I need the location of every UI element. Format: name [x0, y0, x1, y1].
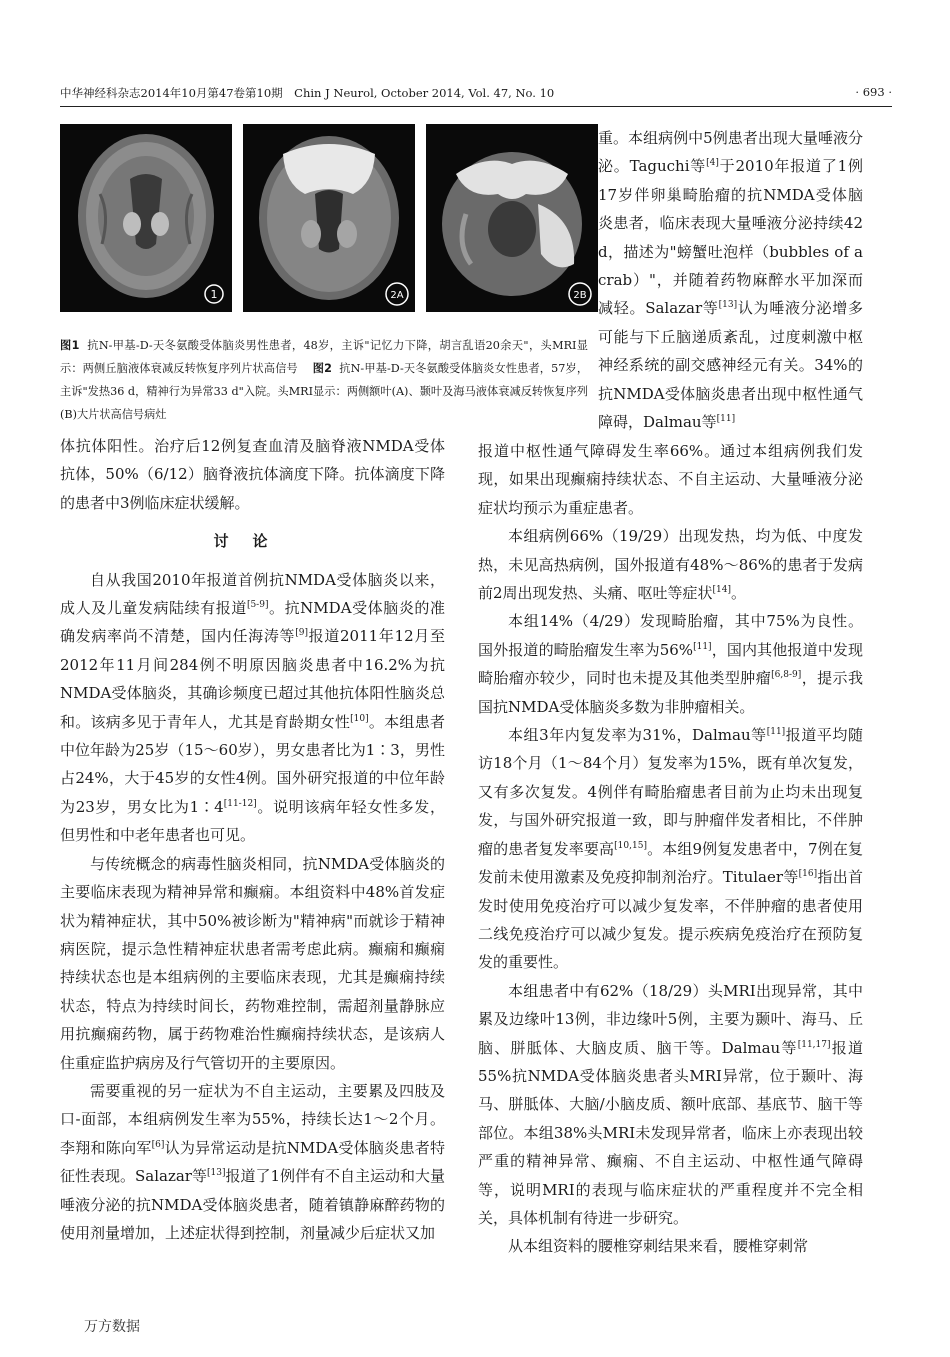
- paragraph: [478, 721, 863, 977]
- running-header: [60, 85, 892, 105]
- citation-ref: [11]: [716, 414, 736, 425]
- text-run: 认为唾液分泌增多可能与下丘脑递质紊乱，过度刺激中枢神经系统的副交感神经元有关。34%的抗NMDA受体脑炎患者出现中枢性通气障碍，Dalmau等: [598, 299, 863, 432]
- right-column: [478, 437, 863, 1261]
- citation-ref: [16]: [798, 869, 818, 880]
- text-run: ，提示我国抗NMDA受体脑炎多数为非肿瘤相关。: [478, 669, 863, 716]
- figure-label-1: 1: [210, 288, 218, 301]
- right-column-top: [598, 124, 863, 436]
- citation-ref: [6,8-9]: [771, 670, 802, 681]
- paragraph: 体抗体阳性。治疗后12例复查血清及脑脊液NMDA受体抗体，50%（6/12）脑脊液抗体滴度下降。抗体滴度下降的患者中3例临床症状缓解。: [60, 437, 445, 512]
- citation-ref: [14]: [712, 585, 732, 596]
- mri-image-1: [60, 124, 232, 312]
- watermark-footer: 万方数据: [84, 1319, 140, 1335]
- fig2-text: 抗N-甲基-D-天冬氨酸受体脑炎女性患者，57岁，主诉"发热36 d，精神行为异常33 d"入院。头MRI显示：两侧额叶(A)、颞叶及海马液体衰减反转恢复序列(B)大片状高信号病灶: [60, 362, 589, 421]
- fig2-label: 图2: [312, 362, 332, 375]
- text-run: 。本组9例复发患者中，7例在复发前未使用激素及免疫抑制剂治疗。Titulaer等: [478, 839, 863, 887]
- figure-caption: [60, 334, 588, 426]
- text-run: 报道2011年12月至2012年11月间284例不明原因脑炎患者中16.2%为抗NMDA受体脑炎，其确诊频度已超过其他抗体阳性脑炎总和。该病多见于青年人，尤其是育龄期女性: [60, 627, 445, 731]
- left-column: [60, 432, 445, 1247]
- text-run: 。: [731, 584, 747, 603]
- paragraph: [478, 977, 863, 1233]
- text-run: 于2010年报道了1例17岁伴卵巢畸胎瘤的抗NMDA受体脑炎患者，临床表现大量唾液分泌持续42 d，描述为"螃蟹吐泡样（bubbles of a crab）"，并随着药物麻醉水平加深而减轻。Salazar等: [598, 157, 864, 318]
- figure-panel: [60, 124, 598, 314]
- text-run: 报道55%抗NMDA受体脑炎患者头MRI异常，位于颞叶、海马、胼胝体、大脑/小脑皮质、额叶底部、基底节、脑干等部位。本组38%头MRI未发现异常者，临床上亦表现出较严重的精神异常、癫痫、不自主运动、中枢性通气障碍等，说明MRI的表现与临床症状的严重程度并不完全相关，具体机制有待进一步研究。: [478, 1038, 863, 1227]
- citation-ref: [4]: [706, 158, 719, 169]
- paragraph: [478, 607, 863, 721]
- citation-ref: [13]: [718, 300, 738, 311]
- paragraph: [60, 566, 445, 850]
- citation-ref: [9]: [295, 628, 308, 639]
- citation-ref: [6]: [151, 1139, 165, 1150]
- citation-ref: [10]: [350, 713, 369, 724]
- text-run: 本组3年内复发率为31%，Dalmau等: [508, 726, 767, 745]
- paragraph: [60, 1077, 445, 1247]
- text-run: ，国内其他报道中发现畸胎瘤亦较少，同时也未提及其他类型肿瘤: [478, 640, 863, 688]
- paragraph: 与传统概念的病毒性脑炎相同，抗NMDA受体脑炎的主要临床表现为精神异常和癫痫。本组资料中48%首发症状为精神症状，其中50%被诊断为"精神病"而就诊于精神病医院，提示急性精神症状患者需考虑此病。癫痫和癫痫持续状态也是本组病例的主要临床表现，尤其是癫痫持续状态，特点为持续时间长，药物难控制，需超剂量静脉应用抗癫痫药物，属于药物难治性癫痫持续状态，是该病人住重症监护病房及行气管切开的主要原因。: [60, 854, 445, 1072]
- paragraph: 从本组资料的腰椎穿刺结果来看，腰椎穿刺常: [508, 1237, 809, 1256]
- citation-ref: [13]: [206, 1168, 226, 1179]
- text-run: 本组病例66%（19/29）出现发热，均为低、中度发热，未见高热病例，国外报道有48%～86%的患者于发病前2周出现发热、头痛、呕吐等症状: [478, 527, 863, 603]
- text-run: 本组患者中有62%（18/29）头MRI出现异常，其中累及边缘叶13例，非边缘叶5例，主要为颞叶、海马、丘脑、胼胝体、大脑皮质、脑干等。Dalmau等: [478, 981, 863, 1057]
- fig1-label: 图1: [60, 339, 80, 352]
- text-run: 本组14%（4/29）发现畸胎瘤，其中75%为良性。国外报道的畸胎瘤发生率为56%: [478, 612, 863, 659]
- mri-image-2b: [426, 124, 598, 312]
- page-number: · 693 ·: [855, 85, 892, 99]
- text-run: 自从我国2010年报道首例抗NMDA受体脑炎以来，成人及儿童发病陆续有报道: [60, 570, 445, 618]
- fig1-text: 抗N-甲基-D-天冬氨酸受体脑炎男性患者，48岁，主诉"记忆力下降，胡言乱语20余天"，头MRI显示：两侧丘脑液体衰减反转恢复序列片状高信号: [60, 339, 588, 375]
- paragraph: 报道中枢性通气障碍发生率66%。通过本组病例我们发现，如果出现癫痫持续状态、不自主运动、大量唾液分泌症状均预示为重症患者。: [478, 442, 863, 517]
- text-run: 需要重视的另一症状为不自主运动，主要累及四肢及口-面部，本组病例发生率为55%，持续长达1～2个月。李翔和陈向军: [60, 1081, 445, 1157]
- text-run: 报道了1例伴有不自主运动和大量唾液分泌的抗NMDA受体脑炎患者，随着镇静麻醉药物的使用剂量增加，上述症状得到控制，剂量减少后症状又加: [60, 1167, 446, 1242]
- text-run: 认为异常运动是抗NMDA受体脑炎患者特征性表现。Salazar等: [60, 1138, 445, 1186]
- citation-ref: [11]: [766, 727, 786, 738]
- citation-ref: [5-9]: [246, 600, 269, 611]
- text-run: 。抗NMDA受体脑炎的准确发病率尚不清楚，国内任海涛等: [60, 599, 445, 646]
- figure-label-2a: 2A: [390, 290, 404, 301]
- paragraph: [478, 522, 863, 607]
- text-run: 重。本组病例中5例患者出现大量唾液分泌。Taguchi等: [598, 129, 863, 176]
- mri-image-2a: [243, 124, 415, 312]
- text-run: 报道平均随访18个月（1～84个月）复发率为15%，既有单次复发，又有多次复发。4例伴有畸胎瘤患者目前为止均未出现复发，与国外研究报道一致，即与肿瘤伴发者相比，不伴肿瘤的患者复发率要高: [478, 726, 863, 858]
- citation-ref: [11,17]: [797, 1039, 831, 1050]
- section-heading: 讨论: [213, 532, 292, 551]
- citation-ref: [11]: [693, 641, 712, 652]
- citation-ref: [11-12]: [223, 798, 257, 809]
- text-run: 指出首发时使用免疫治疗可以减少复发率，不伴肿瘤的患者使用二线免疫治疗可以减少复发。提示疾病免疫治疗在预防复发的重要性。: [478, 868, 863, 972]
- figure-label-2b: 2B: [573, 290, 587, 301]
- citation-ref: [10,15]: [614, 840, 647, 851]
- text-run: 。说明该病年轻女性多发，但男性和中老年患者也可见。: [60, 797, 445, 845]
- journal-citation: 中华神经科杂志2014年10月第47卷第10期 Chin J Neurol, October 2014, Vol. 47, No. 10: [60, 86, 555, 100]
- text-run: 。本组患者中位年龄为25岁（15～60岁），男女患者比为1∶3，男性占24%，大于45岁的女性4例。国外研究报道的中位年龄为23岁，男女比为1∶4: [60, 712, 445, 816]
- header-rule: [60, 106, 892, 107]
